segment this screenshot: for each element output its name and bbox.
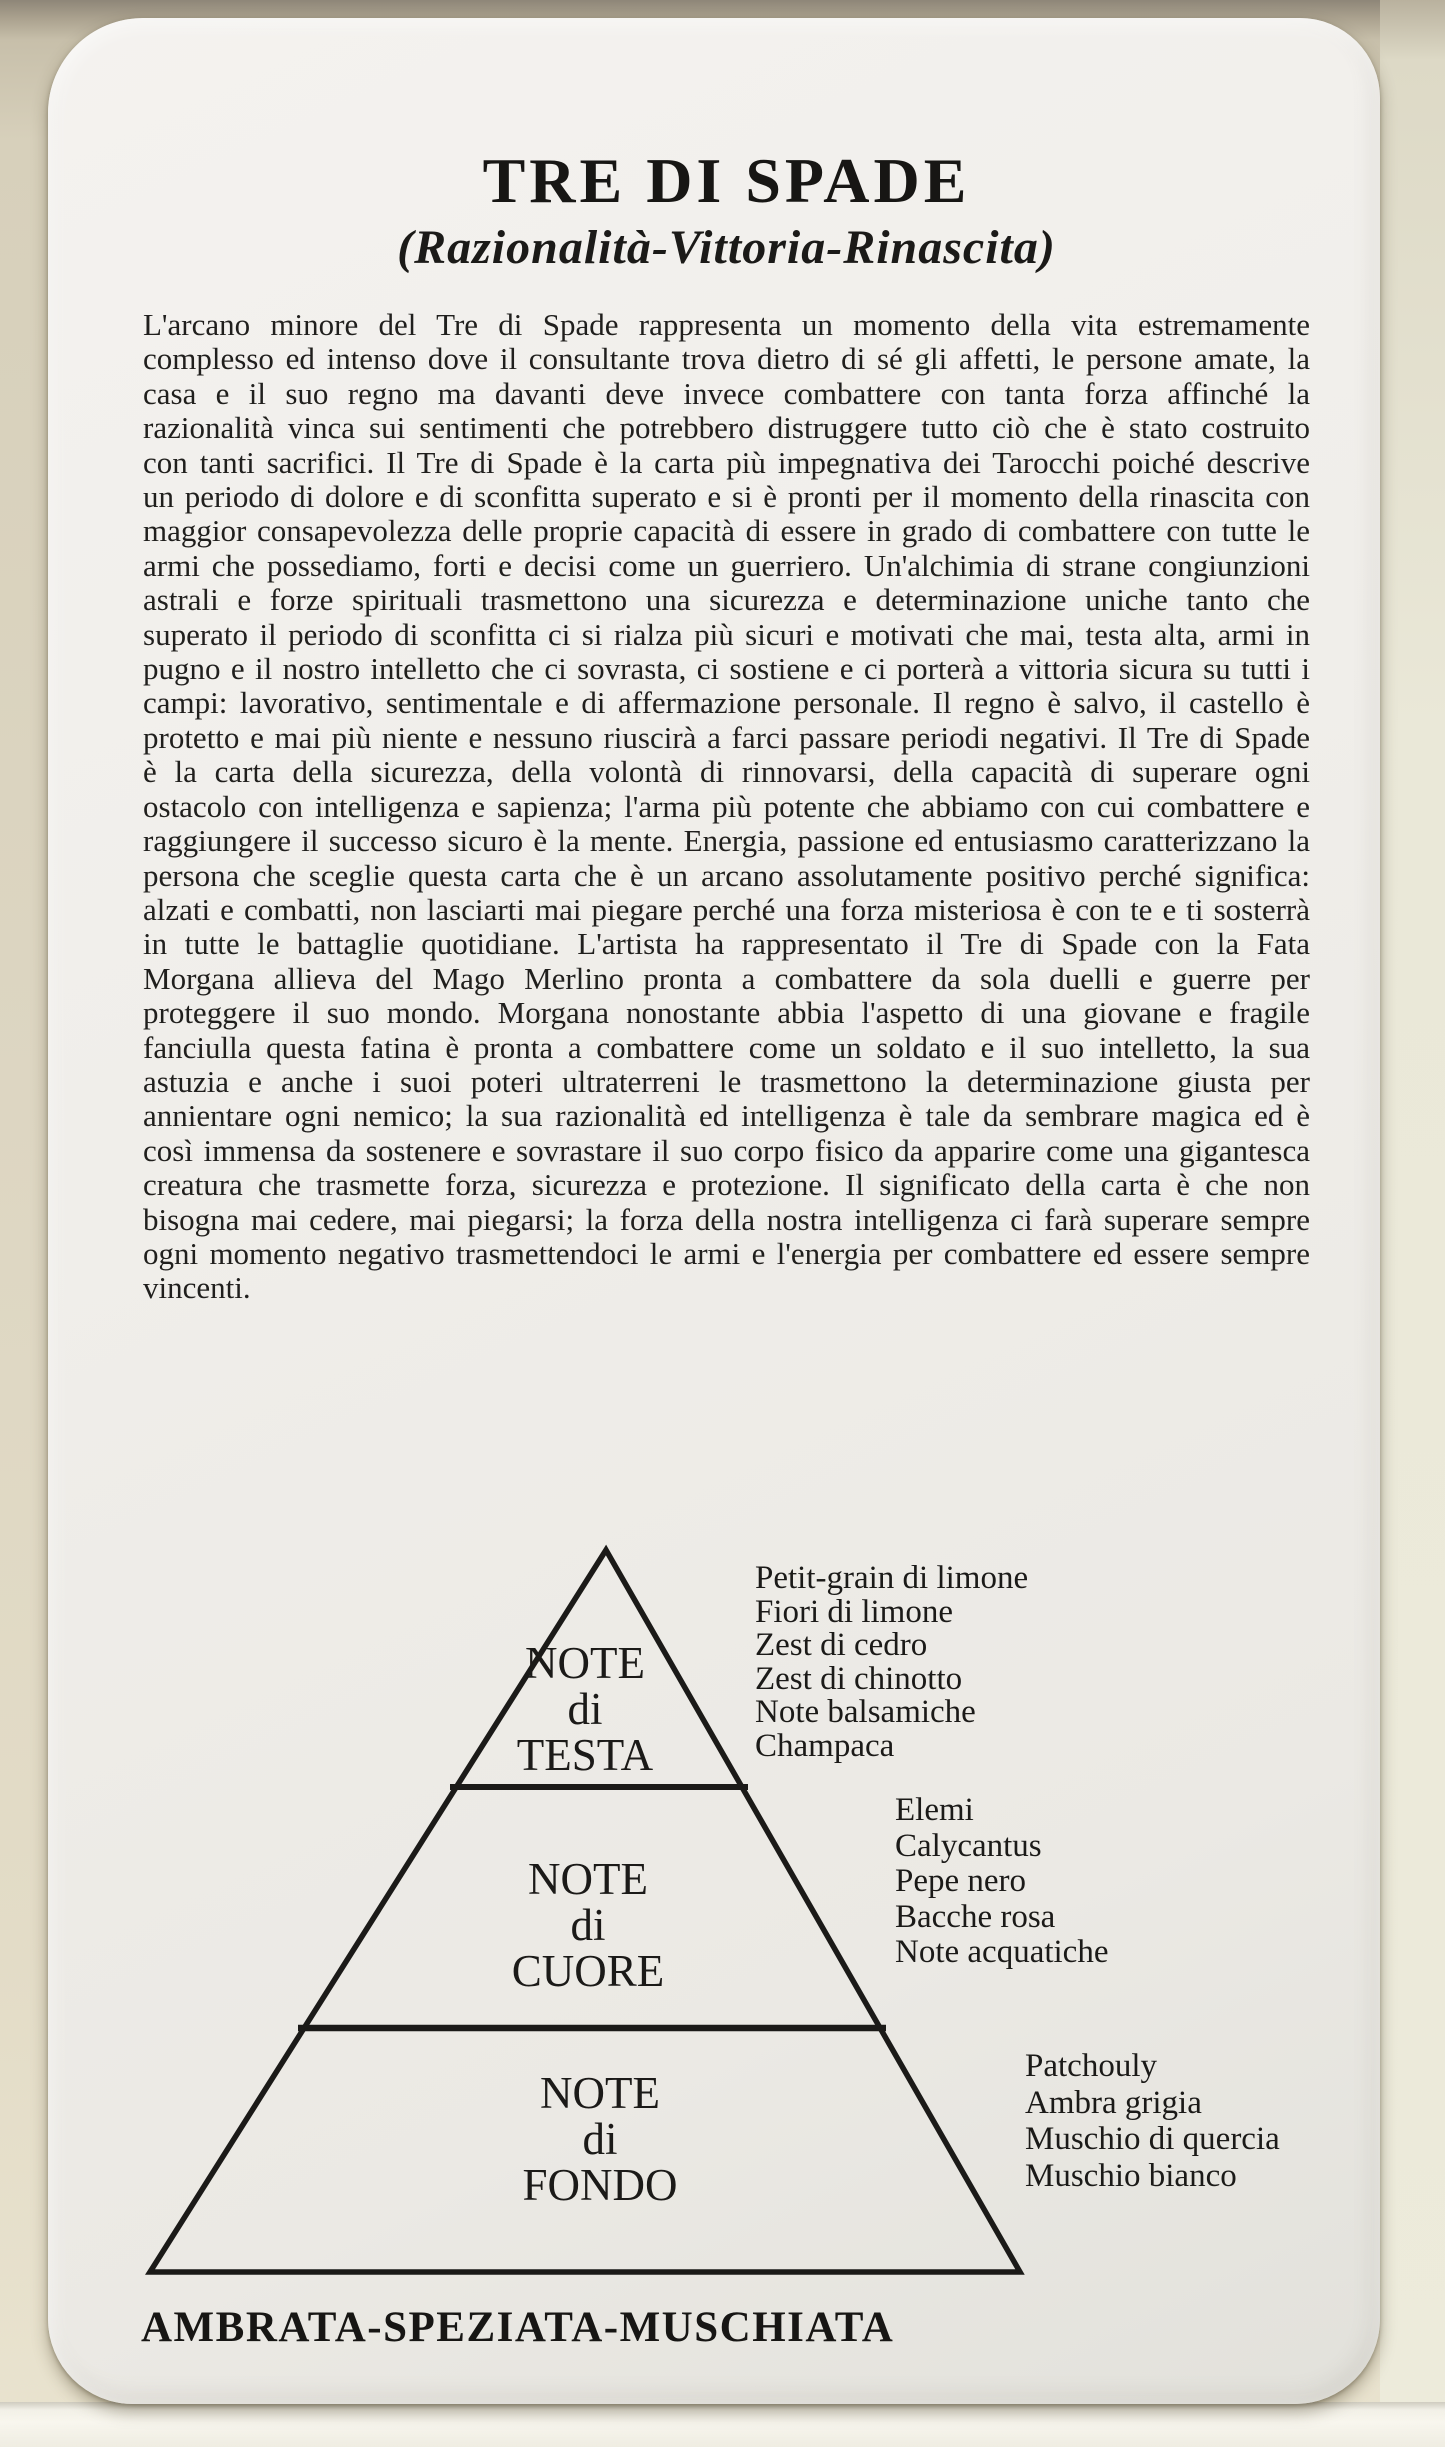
note-item: Pepe nero <box>895 1863 1027 1899</box>
label-line: di <box>570 1900 606 1950</box>
head-notes-list <box>755 1562 1028 1763</box>
pyramid-label-heart-notes <box>413 1856 763 1994</box>
note-item: Note balsamiche <box>755 1694 976 1730</box>
note-item: Zest di cedro <box>755 1627 928 1663</box>
pyramid-label-head-notes <box>410 1640 760 1778</box>
perfume-description-card <box>48 18 1380 2404</box>
note-item: Ambra grigia <box>1025 2084 1202 2121</box>
table-surface-right <box>1380 0 1445 2447</box>
note-item: Elemi <box>895 1792 974 1828</box>
table-surface-bottom <box>0 2402 1445 2447</box>
label-line: FONDO <box>522 2160 678 2210</box>
note-item: Patchouly <box>1025 2048 1157 2084</box>
label-line: CUORE <box>511 1946 665 1996</box>
label-line: di <box>567 1684 603 1734</box>
heart-notes-list <box>895 1793 1108 1971</box>
label-line: NOTE <box>528 1854 648 1904</box>
base-notes-list <box>1025 2048 1280 2194</box>
label-line: NOTE <box>540 2068 660 2118</box>
card-title: TRE DI SPADE <box>482 145 971 216</box>
pyramid-label-base-notes <box>425 2070 775 2208</box>
note-item: Champaca <box>755 1727 895 1764</box>
note-item: Muschio bianco <box>1025 2157 1237 2194</box>
note-item: Note acquatiche <box>895 1934 1109 1970</box>
note-item: Muschio di quercia <box>1025 2121 1280 2157</box>
note-item: Petit-grain di limone <box>755 1560 1029 1596</box>
note-item: Bacche rosa <box>895 1898 1056 1935</box>
card-body-text: L'arcano minore del Tre di Spade rappresenta un momento della vita estremamente complesso ed intenso dove il consultante trova dietro di sé gli affetti, le persone amate, la casa e il suo regno ma davanti deve invece combattere con tanta forza affinché la razionalità vinca sui sentimenti che potrebbero distruggere tutto ciò che è stato costruito con tanti sacrifici. Il Tre di Spade è la carta più impegnativa dei Tarocchi poiché descrive un periodo di dolore e di sconfitta superato e si è pronti per il momento della rinascita con maggior consapevolezza delle proprie capacità di essere in grado di combattere con tutte le armi che possediamo, forti e decisi come un guerriero. Un'alchimia di strane congiunzioni astrali e forze spirituali trasmettono una sicurezza e determinazione uniche tanto che superato il periodo di sconfitta ci si rialza più sicuri e motivati che mai, testa alta, armi in pugno e il nostro intelletto che ci sovrasta, ci sostiene e ci porterà a vittoria sicura su tutti i campi: lavorativo, sentimentale e di affermazione personale. Il regno è salvo, il castello è protetto e mai più niente e nessuno riuscirà a farci passare periodi negativi. Il Tre di Spade è la carta della sicurezza, della volontà di rinnovarsi, della capacità di superare ogni ostacolo con intelligenza e sapienza; l'arma più potente che abbiamo con cui combattere e raggiungere il successo sicuro è la mente. Energia, passione ed entusiasmo caratterizzano la persona che sceglie questa carta che è un arcano assolutamente positivo perché significa: alzati e combatti, non lasciarti mai piegare perché una forza misteriosa è con te e ti sosterrà in tutte le battaglie quotidiane. L'artista ha rappresentato il Tre di Spade con la Fata Morgana allieva del Mago Merlino pronta a combattere da sola duelli e guerre per proteggere il suo mondo. Morgana nonostante abbia l'aspetto di una giovane e fragile fanciulla questa fatina è pronta a combattere come un soldato e il suo intelletto, la sua astuzia e anche i suoi poteri ultraterreni le trasmettono la determinazione giusta per annientare ogni nemico; la sua razionalità ed intelligenza è tale da sembrare magica ed è così immensa da sostenere e sovrastare il suo corpo fisico da apparire come una gigantesca creatura che trasmette forza, sicurezza e protezione. Il significato della carta è che non bisogna mai cedere, mai piegarsi; la forza della nostra intelligenza ci farà superare sempre ogni momento negativo trasmettendoci le armi e l'energia per combattere ed essere sempre vincenti. <box>143 307 1310 1306</box>
note-item: Calycantus <box>895 1827 1042 1864</box>
label-line: TESTA <box>516 1730 654 1780</box>
note-item: Zest di chinotto <box>755 1660 963 1697</box>
label-line: NOTE <box>525 1638 645 1688</box>
note-item: Fiori di limone <box>755 1593 953 1630</box>
accord-caption: AMBRATA-SPEZIATA-MUSCHIATA <box>141 2304 895 2351</box>
card-subtitle: (Razionalità-Vittoria-Rinascita) <box>397 221 1056 274</box>
label-line: di <box>582 2114 618 2164</box>
